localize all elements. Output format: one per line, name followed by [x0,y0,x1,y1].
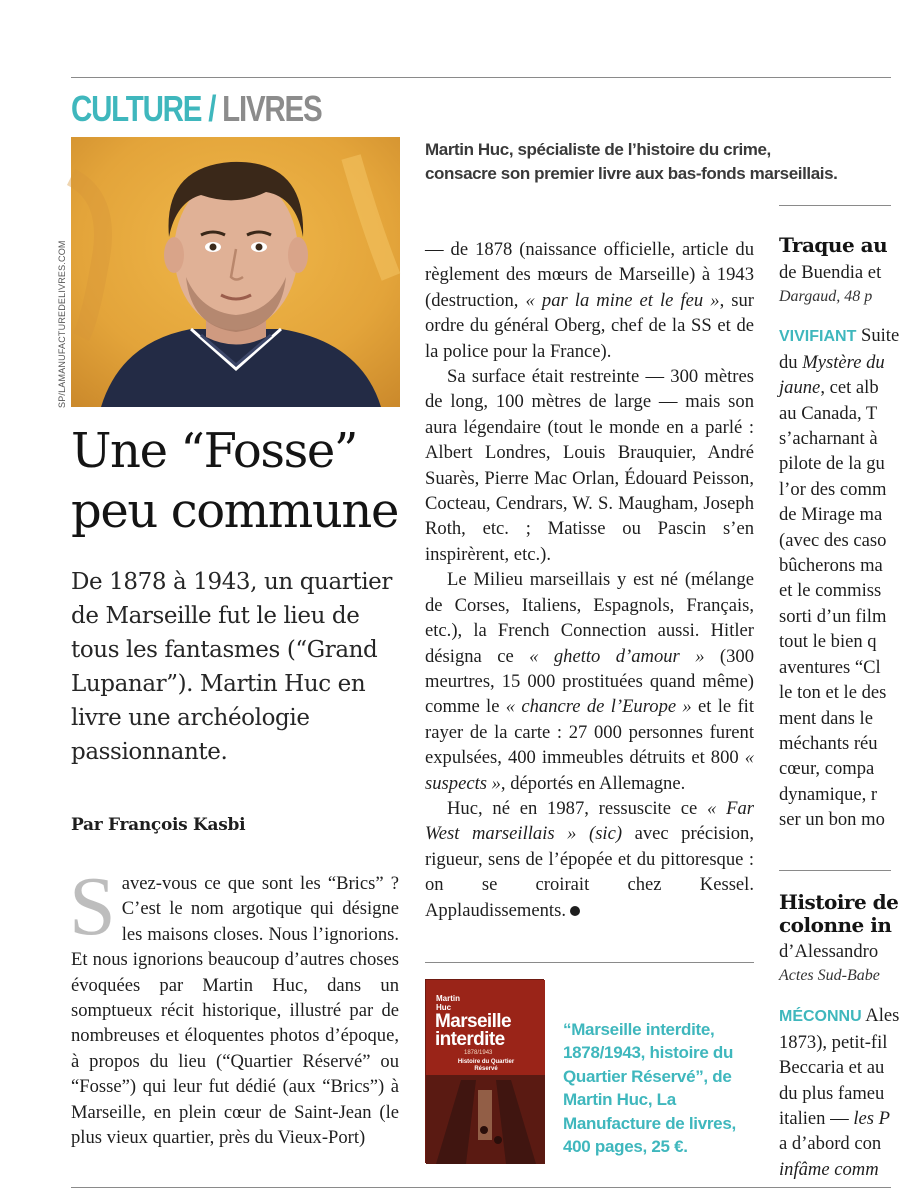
paragraph-4: Huc, né en 1987, ressuscite ce « Far West marseillais » (sic) avec précision, rigueur, sens de l’épopée et du pittoresque : on se croirait chez Kessel. Applaudissements. [425,797,754,921]
rubric-subsection: LIVRES [222,88,322,129]
end-bullet-icon [570,906,580,916]
review-2-body: MÉCONNU Ales 1873), petit-fil Beccaria et au du plus fameu italien — les P a d’abord con infâme comm [779,1005,900,1180]
quote-mine-feu: « par la mine et le feu » [525,289,720,311]
sidebar-top-rule [779,205,891,206]
photo-caption [425,138,865,186]
paragraph-3: Le Milieu marseillais y est né (mélange de Corses, Italiens, Espagnols, Français, etc.), la French Connection aussi. Hitler désigna ce « ghetto d’amour » (300 meurtres, 15 000 prostituées quand même) comme le « chancre de l’Europe » et le fit rayer de la carte : 27 000 personnes furent expulsées, 400 immeubles détruits et 800 « suspects », déportés en Allemagne. [425,569,755,794]
review-2-tag: MÉCONNU [779,1008,862,1026]
review-1-tag: VIVIFIANT [779,328,857,346]
review-2-title-line-2: colonne in [779,913,892,937]
caption-line-1: Martin Huc, spécialiste de l’histoire du crime, [425,140,771,159]
quote-chancre: « chancre de l’Europe » [505,696,692,718]
section-rubric [71,88,321,130]
sidebar-review-1 [779,234,919,833]
sidebar-review-2 [779,891,919,1182]
column-1-text: avez-vous ce que sont les “Brics” ? C’est le nom argotique qui désigne les maisons closes. Nous l’ignorions. Et nous ignorions beaucoup d’autres choses évoquées par Martin Huc, dans un somptueux récit historique, illustré par de nombreuses et éloquentes photos d’époque, à propos du lieu (“Quartier Réservé” ou “Fosse”) qui leur fut dédié (aux “Brics”) à Marseille, en plein cœur de Saint-Jean (le plus vieux quartier, près du Vieux-Port) [71,873,399,1149]
author-portrait [71,137,400,407]
quote-ghetto: « ghetto d’amour » [529,645,705,667]
bottom-rule [71,1187,891,1188]
review-1-publisher: Dargaud, 48 p [779,288,873,306]
book-cover-author: Martin Huc [436,994,460,1012]
book-cover-subtitle: Histoire du Quartier Réservé [457,1059,515,1072]
book-cover-years: 1878/1943 [464,1050,493,1056]
paragraph-2: Sa surface était restreinte — 300 mètres de long, 100 mètres de large — mais son aura légendaire (tout le monde en a parlé : Albert Londres, Louis Brauquier, André Suarès, Pierre Mac Orlan, Édouard Peisson, Cocteau, Cendrars, W. S. Maugham, Joseph Roth, etc. ; Matisse ou Pascin s’en inspirèrent, etc.). [425,366,754,565]
review-2-title-line-1: Histoire de [779,890,899,914]
book-cover-title: Marseille interdite [435,1011,511,1050]
quote-suspects: « suspects » [425,747,754,794]
headline-line-2: peu commune [71,483,398,539]
article-standfirst: De 1878 à 1943, un quartier de Marseille fut le lieu de tous les fantasmes (“Grand Lupanar”). Martin Huc en livre une archéologie passionnante. [71,569,392,765]
rubric-section: CULTURE [71,88,202,129]
headline-line-1: Une “Fosse” [71,423,357,479]
sidebar-mid-rule [779,870,891,871]
article-column-2 [425,237,754,923]
review-1-title: Traque au [779,233,888,257]
review-2-author: d’Alessandro [779,941,879,962]
drop-cap: S [69,860,116,953]
book-info: “Marseille interdite, 1878/1943, histoire du Quartier Réservé”, de Martin Huc, La Manufacture de livres, 400 pages, 25 €. [563,1020,736,1157]
article-headline [71,421,411,541]
book-cover [425,979,544,1163]
top-rule [71,77,891,78]
caption-line-2: consacre son premier livre aux bas-fonds marseillais. [425,164,838,183]
article-column-1 [69,860,399,1150]
quote-far-west: « Far West marseillais » (sic) [425,797,754,845]
paragraph-1: — de 1878 (naissance officielle, article du règlement des mœurs de Marseille) à 1943 (destruction, « par la mine et le feu », sur ordre du général Oberg, chef de la SS et de la police pour la France). [425,239,754,362]
review-1-author: de Buendia et [779,262,882,283]
book-box-rule [425,962,754,963]
rubric-separator: / [208,88,216,129]
review-1-body: VIVIFIANT Suite du Mystère du jaune, cet alb au Canada, T s’acharnant à pilote de la gu l’or des comm de Mirage ma (avec des caso bûcherons ma et le commiss sorti d’un film tout le bien q aventures “Cl le ton et le des ment dans le méchants réu cœur, compa dynamique, r ser un bon mo [779,325,900,831]
article-byline: Par François Kasbi [71,815,246,835]
photo-credit: SP/LAMANUFACTUREDELIVRES.COM [57,240,67,408]
review-2-publisher: Actes Sud-Babe [779,967,880,985]
